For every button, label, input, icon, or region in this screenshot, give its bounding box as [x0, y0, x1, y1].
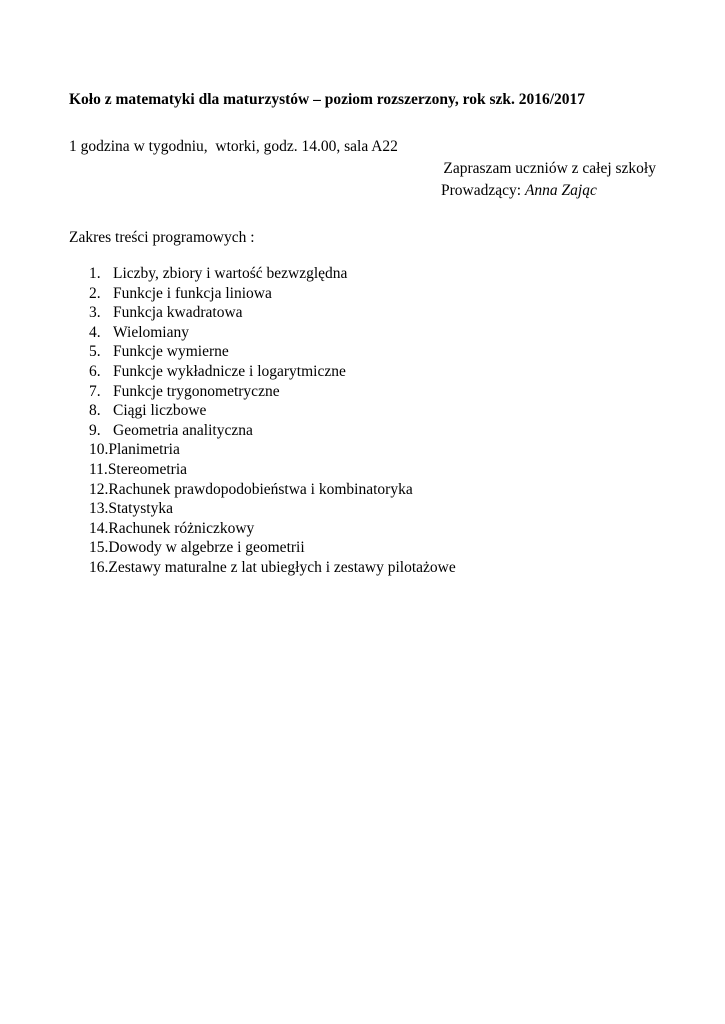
list-item [89, 401, 456, 421]
list-item-number: 12. [89, 480, 109, 498]
schedule-info: 1 godzina w tygodniu, wtorki, godz. 14.00, sala A22 [69, 138, 398, 155]
list-item-number: 8. [89, 402, 101, 420]
teacher-name: Anna Zając [524, 182, 597, 199]
scope-heading: Zakres treści programowych : [69, 229, 255, 246]
list-item [89, 382, 456, 402]
list-item-label: Rachunek prawdopodobieństwa i kombinatoryka [108, 480, 413, 498]
list-item-label: Funkcje wykładnicze i logarytmiczne [113, 362, 346, 380]
list-item-label: Funkcje i funkcja liniowa [113, 284, 272, 302]
list-item-label: Wielomiany [113, 323, 189, 341]
list-item-label: Liczby, zbiory i wartość bezwzględna [113, 265, 348, 282]
list-item-label: Statystyka [108, 500, 173, 518]
list-item [89, 460, 456, 480]
list-item-number: 11. [89, 460, 108, 478]
list-item-number: 10. [89, 441, 109, 459]
invitation-text: Zapraszam uczniów z całej szkoły [443, 160, 656, 177]
list-item [89, 362, 456, 382]
list-item-number: 4. [89, 323, 101, 341]
list-item-label: Funkcja kwadratowa [113, 304, 243, 322]
list-item-label: Planimetria [108, 441, 180, 459]
list-item-number: 14. [89, 519, 109, 537]
list-item-number: 13. [89, 500, 109, 518]
list-item [89, 538, 456, 558]
teacher-label: Prowadzący: [441, 182, 525, 199]
list-item-number: 9. [89, 421, 101, 439]
list-item [89, 421, 456, 441]
list-item-number: 1. [89, 265, 101, 282]
list-item [89, 323, 456, 343]
list-item [89, 558, 456, 578]
list-item-label: Stereometria [107, 460, 188, 478]
list-item-label: Geometria analityczna [113, 421, 253, 439]
topics-list [89, 264, 456, 578]
list-item [89, 519, 456, 539]
teacher-line [441, 182, 597, 200]
list-item [89, 440, 456, 460]
document-title: Koło z matematyki dla maturzystów – poziom rozszerzony, rok szk. 2016/2017 [69, 91, 586, 108]
list-item-label: Rachunek różniczkowy [108, 519, 255, 537]
list-item [89, 284, 456, 304]
list-item [89, 480, 456, 500]
list-item-number: 16. [89, 558, 109, 576]
list-item [89, 264, 456, 284]
list-item-label: Funkcje wymierne [113, 343, 229, 361]
list-item-label: Dowody w algebrze i geometrii [108, 539, 305, 557]
list-item-number: 6. [89, 362, 101, 380]
list-item [89, 499, 456, 519]
list-item-label: Ciągi liczbowe [113, 402, 207, 420]
list-item-number: 15. [89, 539, 109, 557]
list-item-number: 2. [89, 284, 101, 302]
list-item-label: Zestawy maturalne z lat ubiegłych i zestawy pilotażowe [108, 558, 456, 576]
list-item [89, 342, 456, 362]
list-item [89, 303, 456, 323]
list-item-number: 3. [89, 304, 101, 322]
list-item-number: 5. [89, 343, 101, 361]
list-item-number: 7. [89, 382, 101, 400]
list-item-label: Funkcje trygonometryczne [113, 382, 280, 400]
